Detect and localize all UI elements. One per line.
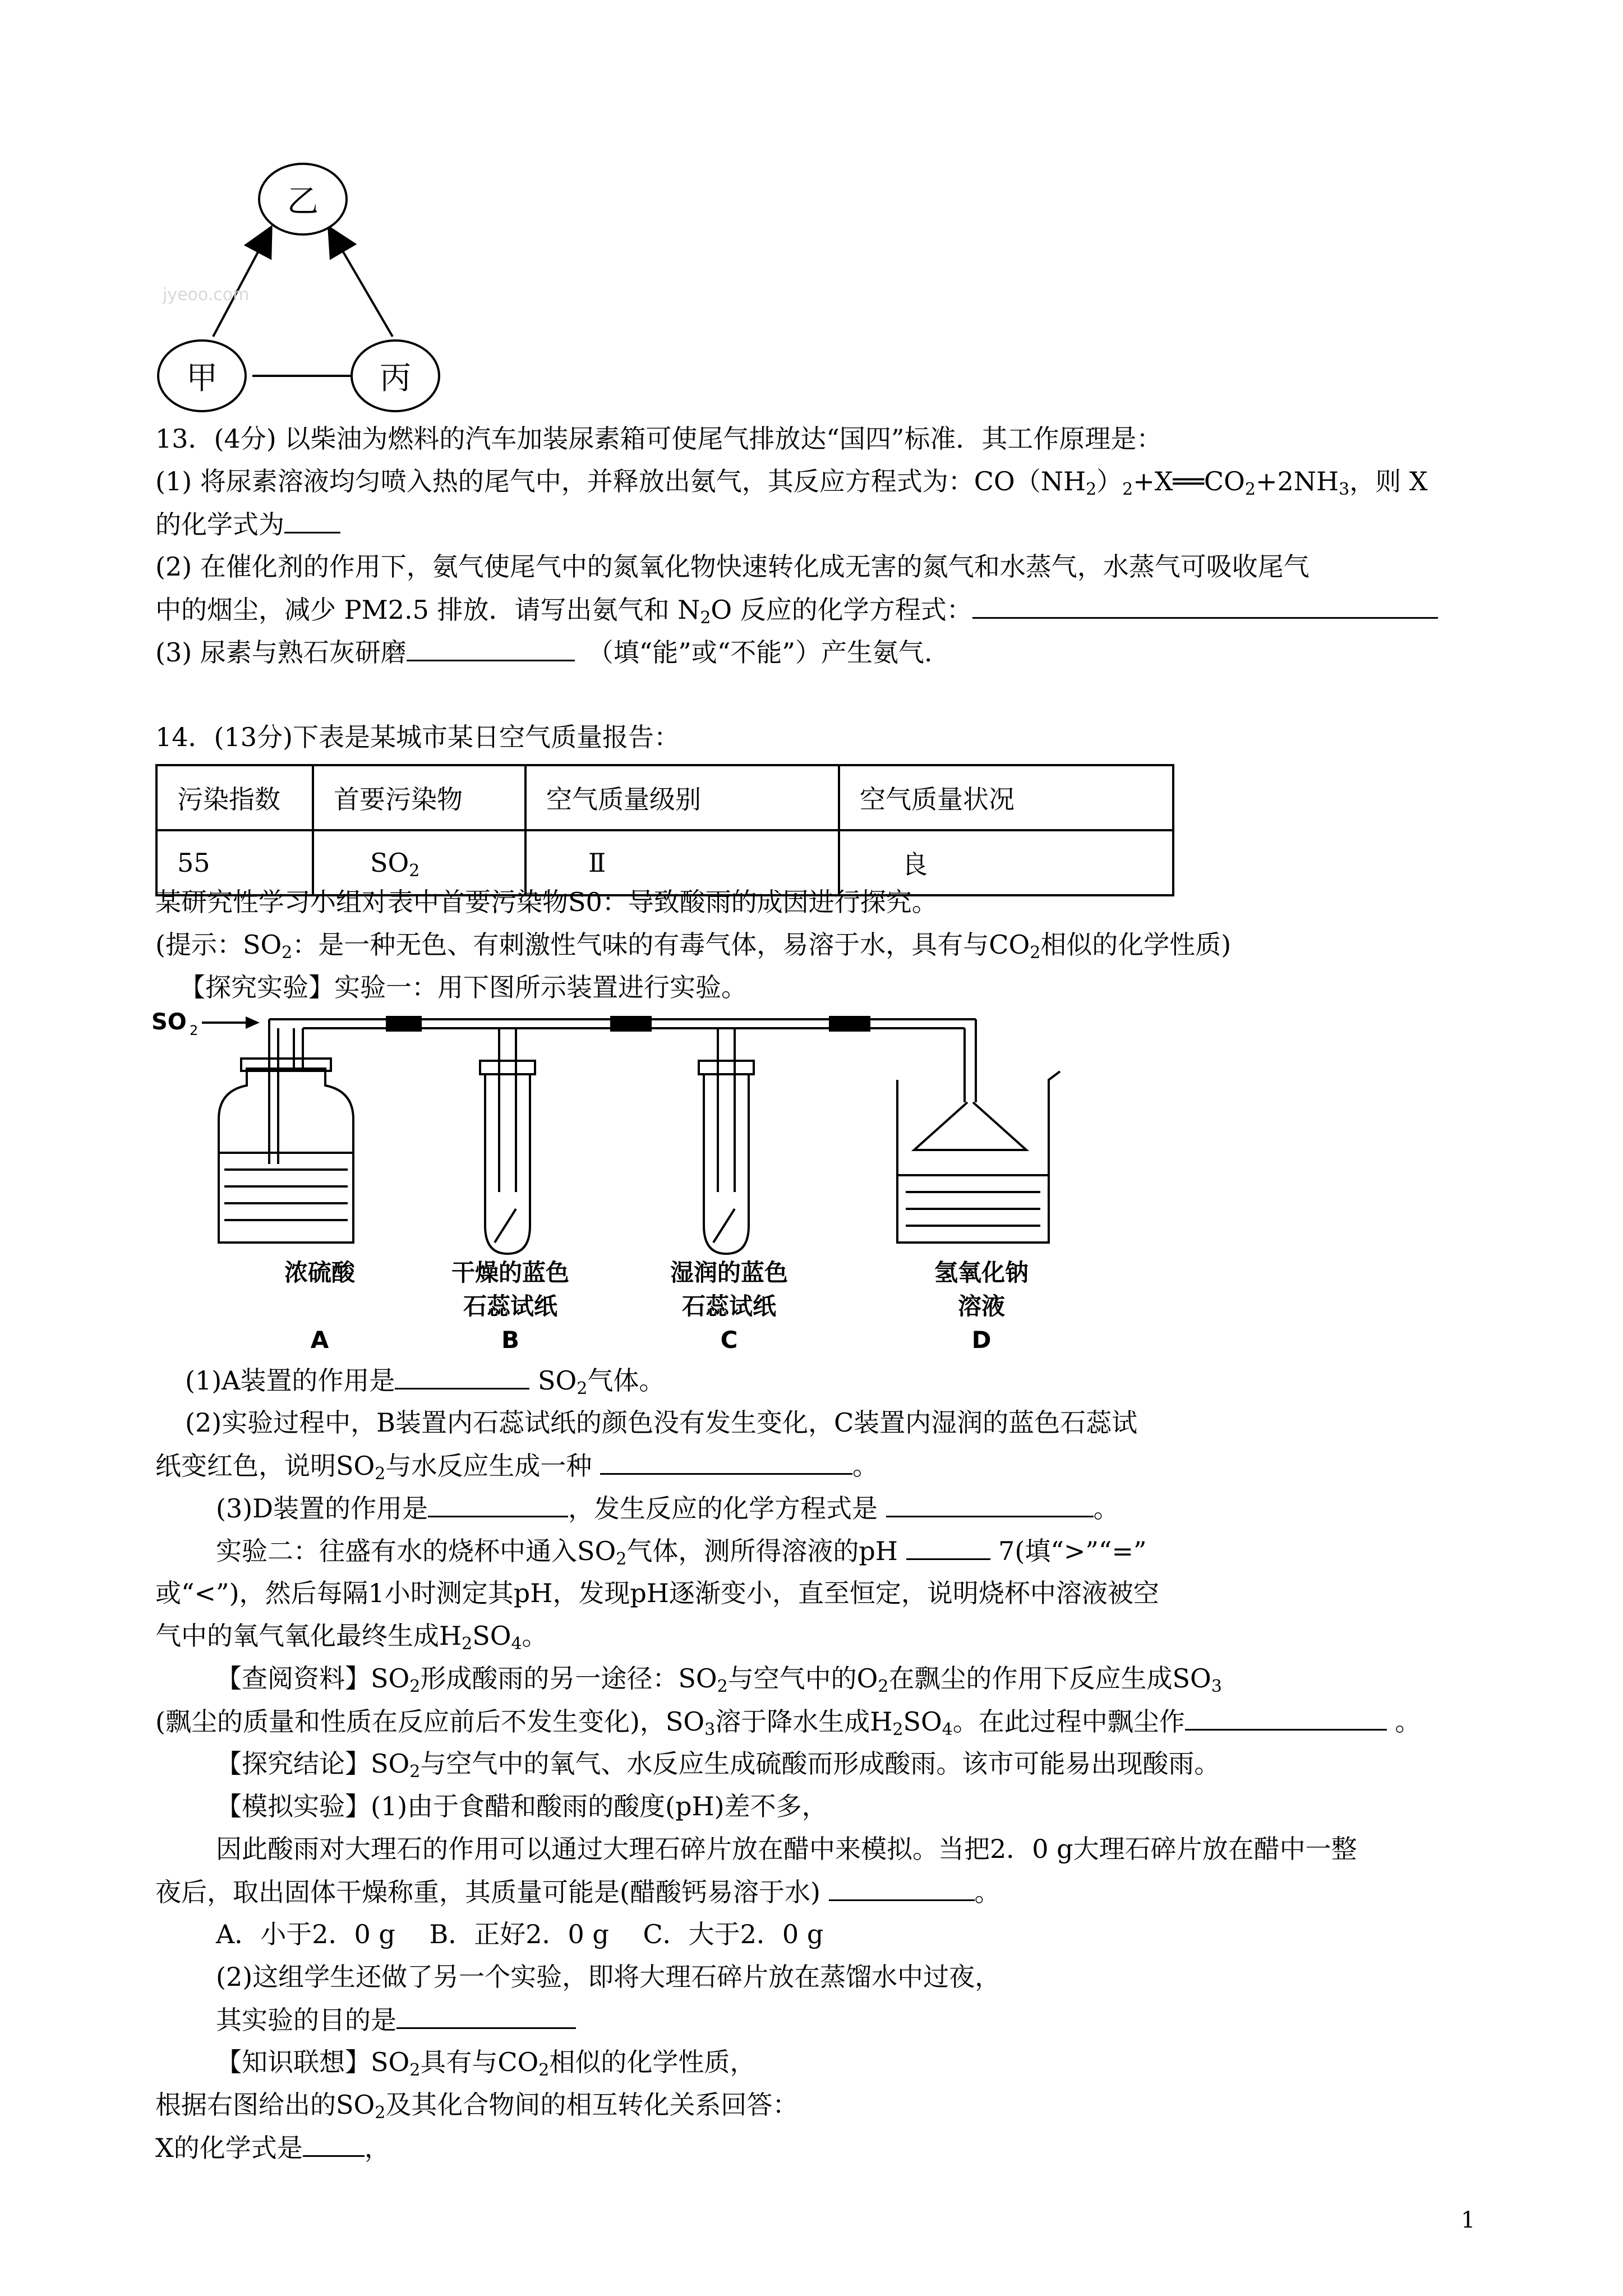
label-a-1: 浓硫酸 <box>284 1259 355 1286</box>
label-d-1: 氢氧化钠 <box>934 1259 1029 1286</box>
answer-blank-purpose[interactable] <box>396 2003 576 2029</box>
q14-ref-line1: 【查阅资料】$SO_2$形成酸雨的另一途径：$SO_2$与空气中的$O_2$在飘尘的作用下反应生成$SO_3$ <box>216 1663 1222 1696</box>
q14-header: 14．(13分)下表是某城市某日空气质量报告： <box>155 722 680 752</box>
answer-blank-a[interactable] <box>395 1363 529 1389</box>
answer-blank-ph[interactable] <box>906 1534 990 1560</box>
table-cell-status: 良 <box>839 830 1173 895</box>
air-quality-table <box>155 764 1174 896</box>
answer-blank-equation[interactable] <box>972 592 1438 619</box>
answer-blank-mass[interactable] <box>829 1875 975 1901</box>
q14-sim1: 【模拟实验】(1)由于食醋和酸雨的酸度(pH)差不多， <box>216 1791 828 1821</box>
letter-c: C <box>720 1326 738 1354</box>
q14-s1: (1)A装置的作用是 $SO_2$气体。 <box>185 1363 665 1397</box>
table-cell-pollutant: $SO_2$ <box>313 830 525 895</box>
answer-blank-x[interactable] <box>284 507 340 533</box>
q14-conclusion: 【探究结论】$SO_2$与空气中的氧气、水反应生成硫酸而形成酸雨。该市可能易出现酸雨。 <box>216 1749 1220 1782</box>
q14-e2-line3: 气中的氧气氧化最终生成$H_2SO_4$。 <box>155 1621 548 1654</box>
q13-header: 13．(4分) 以柴油为燃料的汽车加装尿素箱可使尾气排放达“国四”标准．其工作原理是： <box>155 424 1163 454</box>
label-c-2: 石蕊试纸 <box>681 1292 776 1320</box>
table-header-cell: 空气质量级别 <box>525 765 839 830</box>
q14-sim2: 因此酸雨对大理石的作用可以通过大理石碎片放在醋中来模拟。当把2．0 g大理石碎片放在醋中一整 <box>216 1834 1357 1864</box>
q14-sim4: (2)这组学生还做了另一个实验，即将大理石碎片放在蒸馏水中过夜， <box>216 1962 1001 1992</box>
q13-p3: (3) 尿素与熟石灰研磨 （填“能”或“不能”）产生氨气. <box>155 635 932 669</box>
q14-sim5: 其实验的目的是 <box>216 2003 576 2037</box>
q14-ref-line2: (飘尘的质量和性质在反应前后不发生变化)，$SO_3$溶于降水生成$H_2SO_4$。在此过程中飘尘作 。 <box>155 1704 1421 1738</box>
label-d-2: 溶液 <box>957 1292 1005 1320</box>
q14-experiment1: 【探究实验】实验一：用下图所示装置进行实验。 <box>179 972 747 1002</box>
q14-s2-line2: 纸变红色，说明$SO_2$与水反应生成一种 。 <box>155 1448 878 1483</box>
q14-hint: (提示：$SO_2$：是一种无色、有刺激性气味的有毒气体，易溶于水，具有与$CO_2$相似的化学性质) <box>155 930 1232 963</box>
table-cell-level: Ⅱ <box>525 830 839 895</box>
q14-e2-line2: 或“<”)，然后每隔1小时测定其pH，发现pH逐渐变小，直至恒定，说明烧杯中溶液被空 <box>155 1578 1159 1608</box>
node-jia: 甲 <box>157 339 247 412</box>
q13-p2-line1: (2) 在催化剂的作用下，氨气使尾气中的氮氧化物快速转化成无害的氮气和水蒸气，水蒸气可吸收尾气 <box>155 551 1310 582</box>
answer-blank-neng[interactable] <box>407 635 575 661</box>
answer-blank-dust[interactable] <box>1185 1704 1387 1731</box>
q14-know1: 【知识联想】$SO_2$具有与$CO_2$相似的化学性质， <box>216 2047 756 2080</box>
q13-p1-line1: (1) 将尿素溶液均匀喷入热的尾气中，并释放出氨气，其反应方程式为：$CO(NH_2)_2+X══CO_2+2NH_3$，则 X <box>155 466 1428 499</box>
q13-p1-line2: 的化学式为 <box>155 507 340 541</box>
so2-inlet-label: SO <box>151 1009 187 1035</box>
q14-line1: 某研究性学习小组对表中首要污染物S0：导致酸雨的成因进行探究。 <box>155 887 938 917</box>
node-yi: 乙 <box>258 163 348 236</box>
table-cell-index: 55 <box>156 830 313 895</box>
edge-right-to-top <box>330 229 393 337</box>
table-header-cell: 首要污染物 <box>313 765 525 830</box>
node-bing: 丙 <box>351 339 440 412</box>
label-b-2: 石蕊试纸 <box>463 1292 557 1320</box>
answer-blank-formula-x[interactable] <box>303 2131 365 2157</box>
page-number: 1 <box>1461 2207 1476 2233</box>
answer-blank-equation-d[interactable] <box>886 1491 1094 1517</box>
answer-blank-d[interactable] <box>428 1491 568 1517</box>
q14-sim3: 夜后，取出固体干燥称重，其质量可能是(醋酸钙易溶于水) 。 <box>155 1875 1000 1909</box>
label-c-1: 湿润的蓝色 <box>670 1259 788 1286</box>
letter-b: B <box>501 1326 519 1354</box>
so2-inlet-sub: 2 <box>190 1023 199 1038</box>
edge-left-to-top <box>213 229 270 337</box>
table-header-cell: 空气质量状况 <box>839 765 1173 830</box>
q14-options: A．小于2．0 g B．正好2．0 g C．大于2．0 g <box>216 1919 824 1949</box>
letter-d: D <box>971 1326 992 1354</box>
q14-s3: (3)D装置的作用是 ，发生反应的化学方程式是 。 <box>216 1491 1119 1525</box>
answer-blank-acid[interactable] <box>600 1448 852 1475</box>
watermark: jyeoo.com <box>163 285 250 305</box>
label-b-1: 干燥的蓝色 <box>451 1259 569 1286</box>
q14-s2-line1: (2)实验过程中，B装置内石蕊试纸的颜色没有发生变化，C装置内湿润的蓝色石蕊试 <box>185 1407 1138 1438</box>
table-header-row <box>156 765 1173 830</box>
q14-know2: 根据右图给出的$SO_2$及其化合物间的相互转化关系回答： <box>155 2090 799 2123</box>
q14-know3: X的化学式是 ， <box>155 2131 390 2165</box>
table-header-cell: 污染指数 <box>156 765 313 830</box>
letter-a: A <box>310 1326 329 1354</box>
q13-p2-line2: 中的烟尘，减少 PM2.5 排放．请写出氨气和 $N_2O$ 反应的化学方程式： <box>155 592 1438 627</box>
q14-e2-line1: 实验二：往盛有水的烧杯中通入$SO_2$气体，测所得溶液的pH 7(填“>”“=” <box>216 1534 1147 1568</box>
